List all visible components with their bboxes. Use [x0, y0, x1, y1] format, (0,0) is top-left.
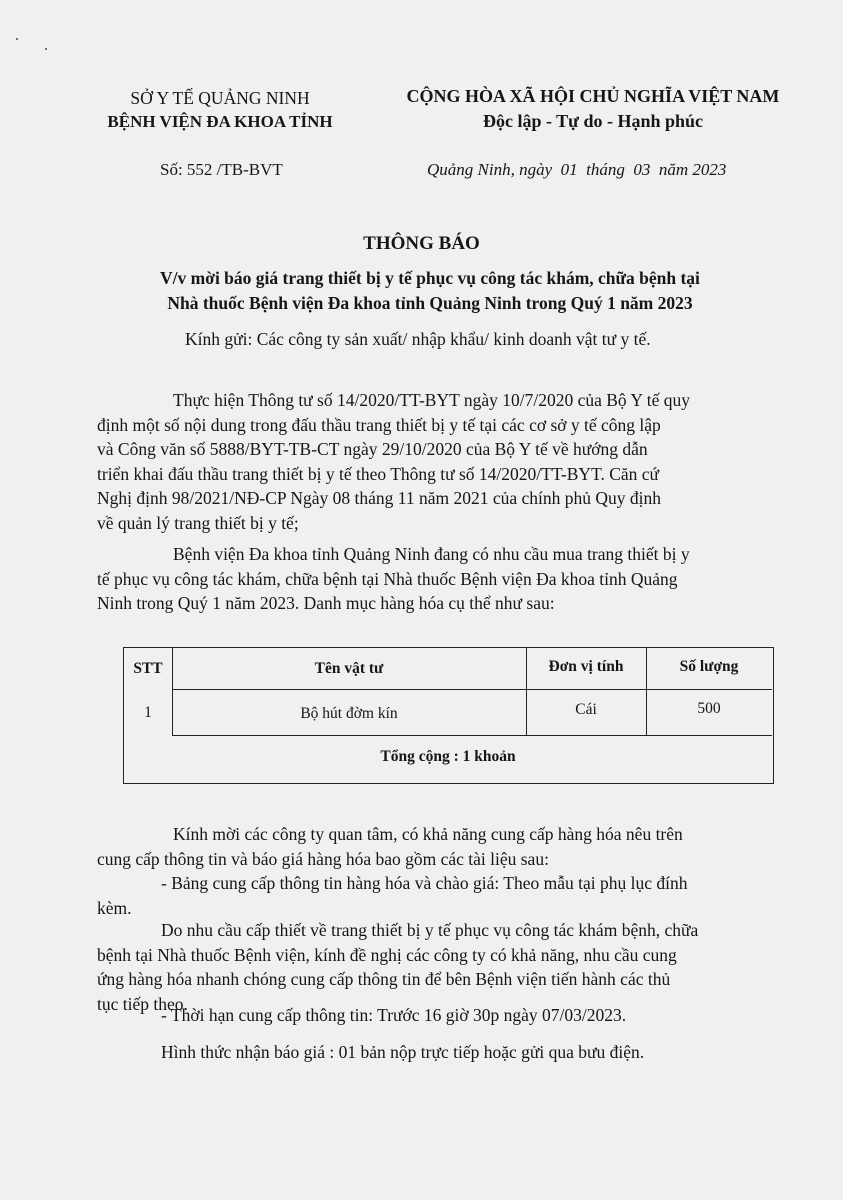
submission-method-line: Hình thức nhận báo giá : 01 bản nộp trực tiếp hoặc gửi qua bưu điện.	[161, 1042, 645, 1062]
national-motto: Độc lập - Tự do - Hạnh phúc	[482, 111, 704, 131]
paragraph-line: Do nhu cầu cấp thiết về trang thiết bị y tế phục vụ công tác khám bệnh, chữa	[161, 920, 699, 940]
national-title: CỘNG HÒA XÃ HỘI CHỦ NGHĨA VIỆT NAM	[406, 86, 780, 106]
document-date: Quảng Ninh, ngày 01 tháng 03 năm 2023	[427, 160, 727, 179]
issuer-department: SỞ Y TẾ QUẢNG NINH	[130, 88, 310, 108]
scan-speck	[45, 48, 47, 50]
paragraph-line: Thực hiện Thông tư số 14/2020/TT-BYT ngày 10/7/2020 của Bộ Y tế quy	[173, 390, 691, 410]
recipient-line: Kính gửi: Các công ty sản xuất/ nhập khẩu/ kinh doanh vật tư y tế.	[185, 329, 651, 349]
paragraph-urgency	[97, 918, 698, 1016]
subject-line: V/v mời báo giá trang thiết bị y tế phục vụ công tác khám, chữa bệnh tại	[160, 268, 700, 288]
paragraph-line: tế phục vụ công tác khám, chữa bệnh tại Nhà thuốc Bệnh viện Đa khoa tỉnh Quảng	[97, 568, 678, 589]
paragraph-line: và Công văn số 5888/BYT-TB-CT ngày 29/10/2020 của Bộ Y tế về hướng dẫn	[97, 439, 648, 459]
table-header-stt: STT	[133, 660, 163, 677]
document-title: THÔNG BÁO	[363, 233, 480, 254]
paragraph-line: triển khai đấu thầu trang thiết bị y tế theo Thông tư số 14/2020/TT-BYT. Căn cứ	[97, 463, 660, 484]
paragraph-line: cung cấp thông tin và báo giá hàng hóa bao gồm các tài liệu sau:	[97, 848, 549, 869]
table-header-unit: Đơn vị tính	[548, 658, 624, 675]
table-row	[124, 689, 772, 735]
paragraph-line: định một số nội dung trong đấu thầu trang thiết bị y tế tại các cơ sở y tế công lập	[97, 414, 661, 435]
table-cell-stt: 1	[144, 704, 152, 721]
goods-table	[123, 647, 774, 784]
table-total: Tổng cộng : 1 khoản	[380, 748, 516, 765]
document-number: Số: 552 /TB-BVT	[160, 160, 283, 179]
paragraph-line: bệnh tại Nhà thuốc Bệnh viện, kính đề nghị các công ty có khả năng, nhu cầu cung	[97, 944, 677, 965]
paragraph-line: kèm.	[97, 897, 132, 918]
paragraph-line: tục tiếp theo.	[97, 993, 188, 1014]
table-cell-item-name: Bộ hút đờm kín	[300, 705, 398, 722]
issuer-block	[70, 86, 370, 134]
table-divider	[172, 735, 772, 736]
national-motto-block	[388, 84, 798, 134]
table-cell-unit: Cái	[575, 701, 597, 718]
paragraph-line: Bệnh viện Đa khoa tỉnh Quảng Ninh đang có nhu cầu mua trang thiết bị y	[173, 544, 690, 564]
paragraph-line: Nghị định 98/2021/NĐ-CP Ngày 08 tháng 11 năm 2021 của chính phủ Quy định	[97, 488, 661, 508]
issuer-hospital: BỆNH VIỆN ĐA KHOA TỈNH	[107, 112, 333, 131]
paragraph-line: Ninh trong Quý 1 năm 2023. Danh mục hàng hóa cụ thể như sau:	[97, 593, 555, 613]
deadline-line: - Thời hạn cung cấp thông tin: Trước 16 giờ 30p ngày 07/03/2023.	[161, 1005, 627, 1025]
paragraph-legal-basis	[97, 388, 690, 535]
document-subject	[100, 266, 760, 316]
paragraph-line: - Bảng cung cấp thông tin hàng hóa và chào giá: Theo mẫu tại phụ lục đính	[161, 873, 688, 893]
subject-line: Nhà thuốc Bệnh viện Đa khoa tỉnh Quảng Ninh trong Quý 1 năm 2023	[167, 293, 693, 313]
paragraph-demand	[97, 542, 690, 616]
table-cell-quantity: 500	[697, 700, 721, 717]
paragraph-invitation	[97, 822, 688, 920]
paragraph-line: về quản lý trang thiết bị y tế;	[97, 512, 299, 533]
paragraph-line: Kính mời các công ty quan tâm, có khả năng cung cấp hàng hóa nêu trên	[173, 824, 683, 844]
scan-speck	[16, 38, 18, 40]
table-header-item-name: Tên vật tư	[314, 660, 384, 677]
paragraph-line: ứng hàng hóa nhanh chóng cung cấp thông tin để bên Bệnh viện tiến hành các thủ	[97, 969, 671, 989]
table-header-quantity: Số lượng	[679, 658, 739, 675]
